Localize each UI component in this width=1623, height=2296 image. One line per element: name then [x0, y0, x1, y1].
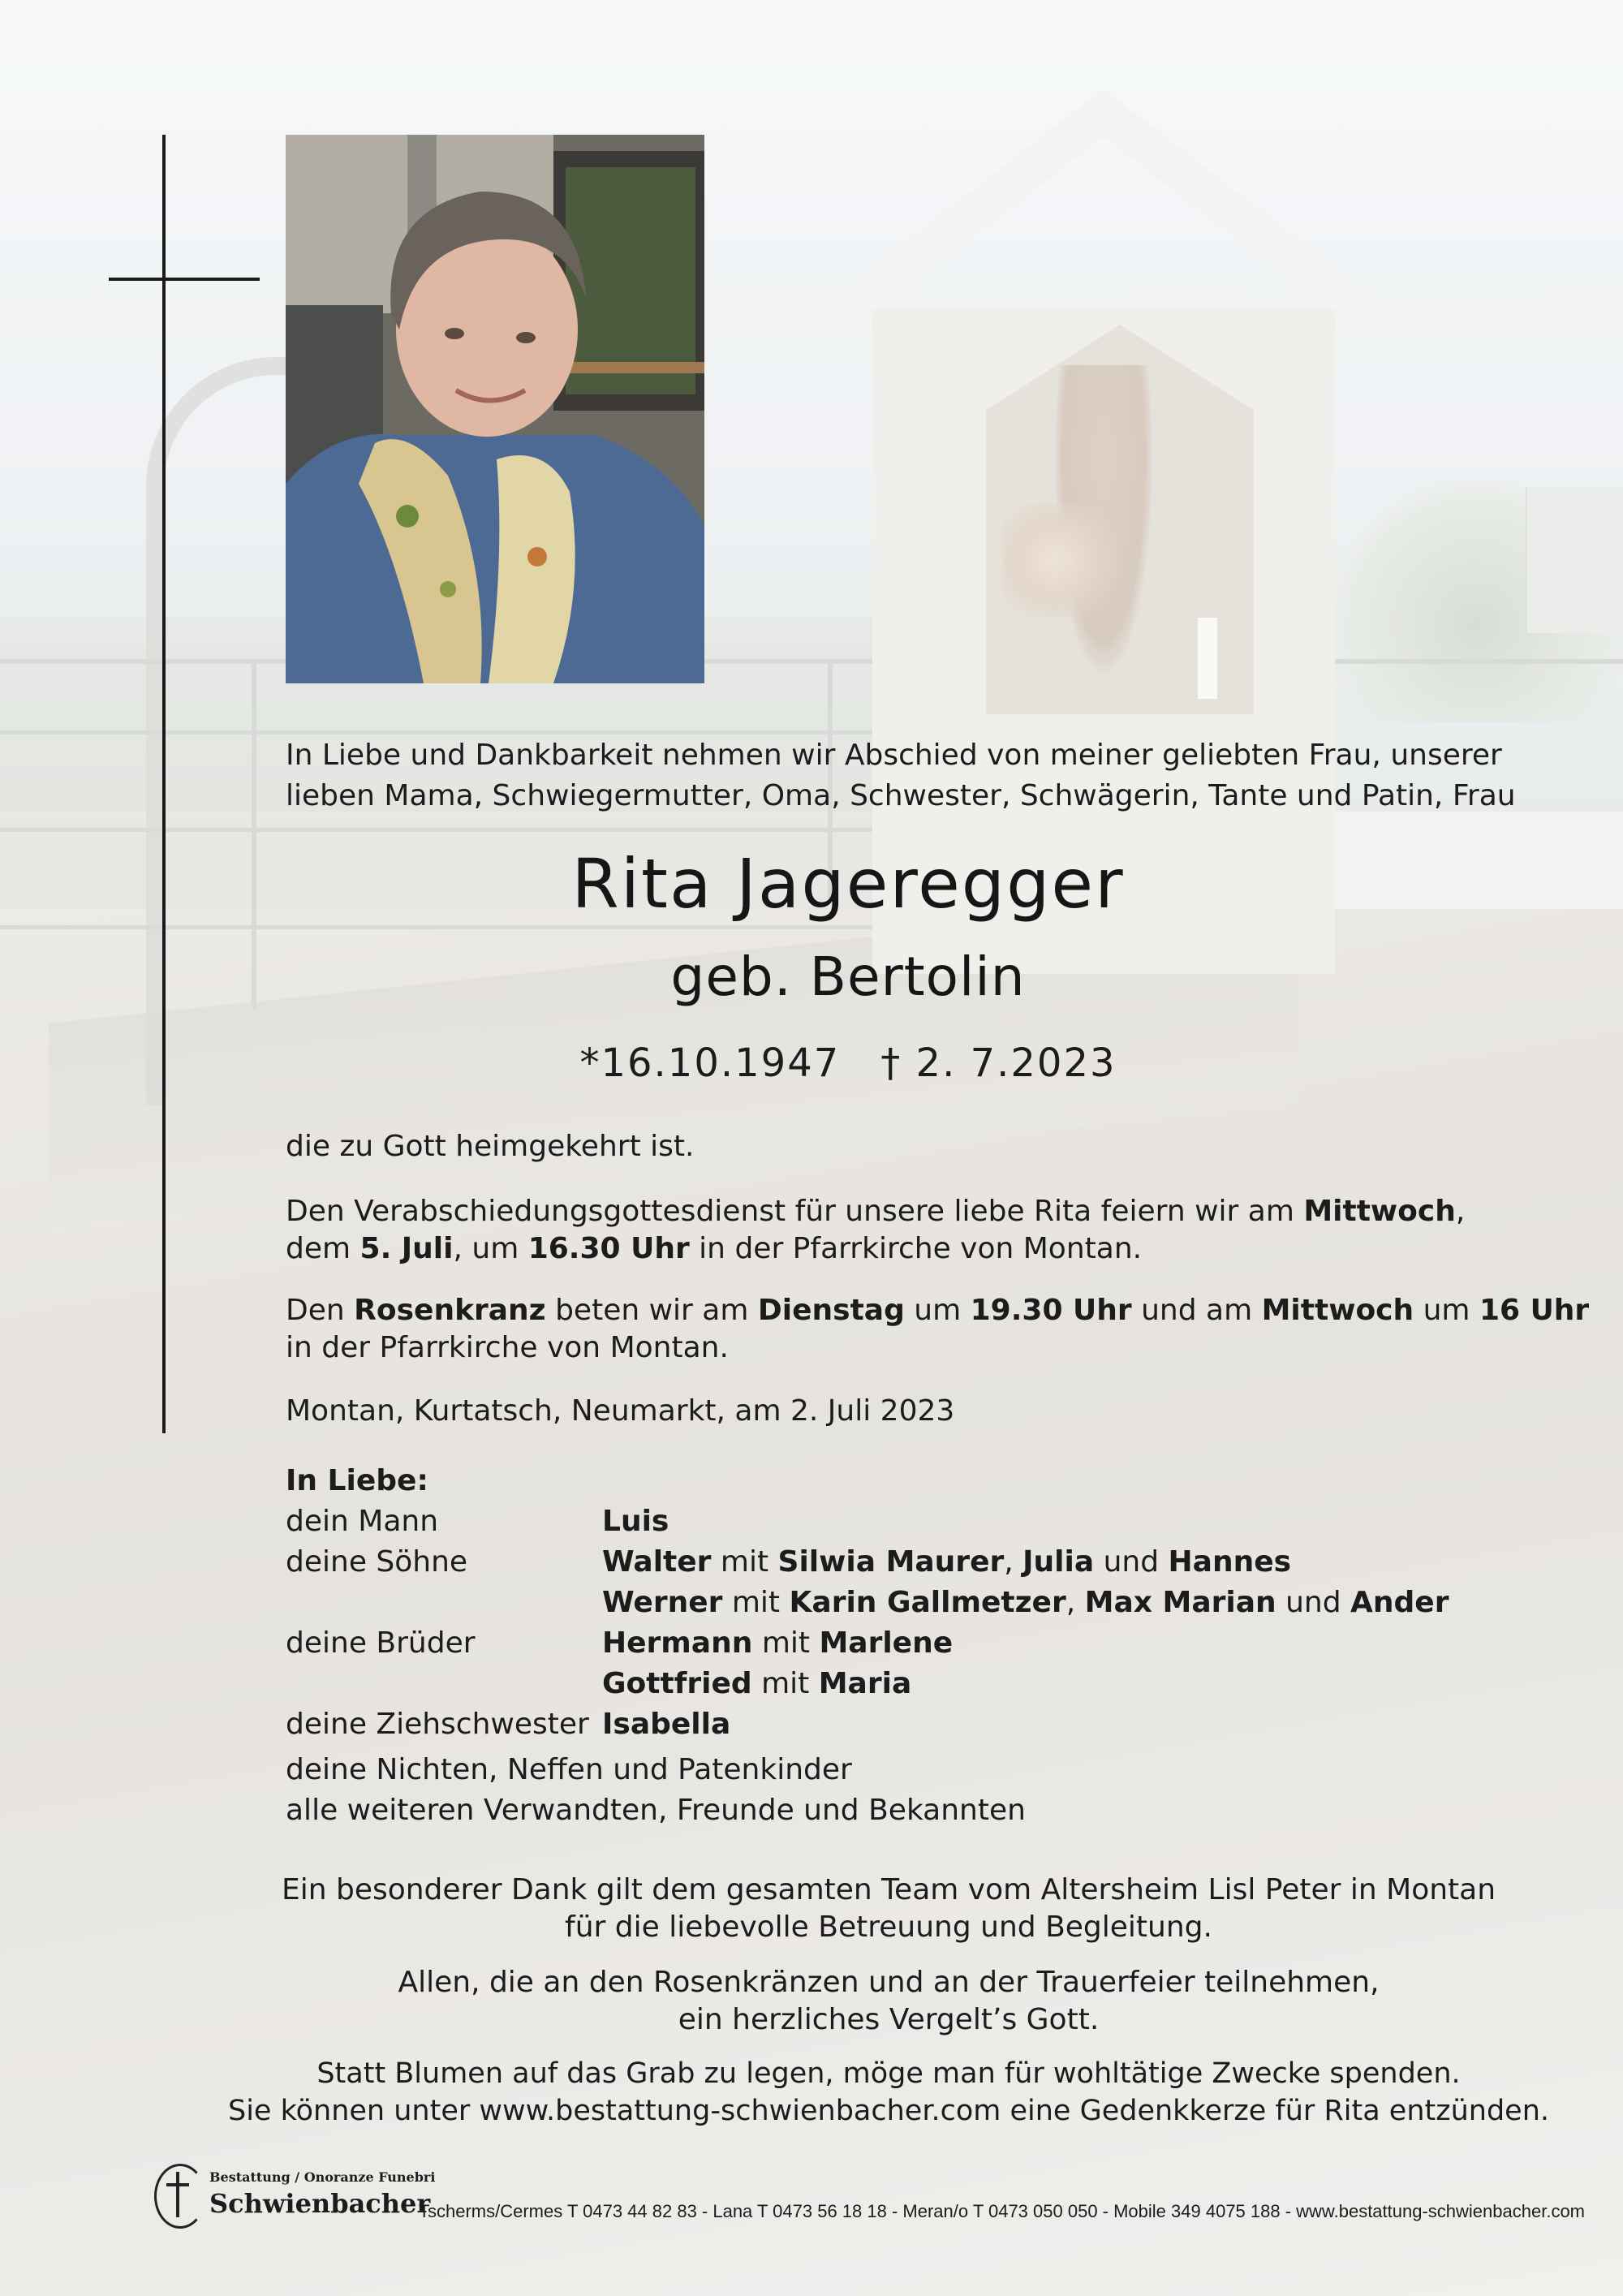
- list-item: dein Mann Luis: [286, 1505, 669, 1538]
- death-date: † 2. 7.2023: [880, 1040, 1117, 1086]
- mourners-heading: In Liebe:: [286, 1464, 428, 1497]
- intro-text: In Liebe und Dankbarkeit nehmen wir Abschied von meiner geliebten Frau, unserer lieben Mama, Schwiegermutter, Oma, Schwester, Schwägerin, Tante und Patin, Frau: [286, 739, 1516, 812]
- mourners-list: [286, 1461, 1449, 1831]
- logo-subtitle: Bestattung / Onoranze Funebri: [209, 2169, 436, 2185]
- logo-name: Schwienbacher: [209, 2187, 431, 2219]
- service-text: Den Verabschiedungsgottesdienst für unsere liebe Rita feiern wir am Mittwoch, dem 5. Juli, um 16.30 Uhr in der Pfarrkirche von Montan.: [286, 1195, 1466, 1265]
- portrait-photo: [286, 135, 704, 683]
- rosary-text: Den Rosenkranz beten wir am Dienstag um 19.30 Uhr und am Mittwoch um 16 Uhr in der Pfarrkirche von Montan.: [286, 1294, 1590, 1364]
- donation-note: Statt Blumen auf das Grab zu legen, möge man für wohltätige Zwecke spenden. Sie können unter www.bestattung-schwienbacher.com eine Gedenkkerze für Rita entzünden.: [227, 2057, 1550, 2127]
- birth-date: *16.10.1947: [579, 1040, 841, 1086]
- life-dates: [0, 1040, 1623, 1086]
- deceased-name: Rita Jageregger: [571, 844, 1125, 924]
- funeral-home-logo: [153, 2160, 435, 2227]
- cross-in-circle-icon: [153, 2160, 204, 2227]
- maiden-name: geb. Bertolin: [670, 946, 1026, 1008]
- list-item: deine Ziehschwester Isabella: [286, 1708, 731, 1741]
- contact-line: Tscherms/Cermes T 0473 44 82 83 - Lana T 0473 56 18 18 - Meran/o T 0473 050 050 - Mobile 349 4075 188 - www.bestattung-schwienbacher.com: [419, 2201, 1586, 2221]
- list-item: deine Söhne Walter mit Silwia Maurer, Julia und Hannes: [286, 1545, 1292, 1579]
- place-date: Montan, Kurtatsch, Neumarkt, am 2. Juli 2023: [286, 1394, 955, 1428]
- list-item: alle weiteren Verwandten, Freunde und Bekannten: [286, 1794, 1026, 1827]
- list-item: Werner mit Karin Gallmetzer, Max Marian und Ander: [602, 1586, 1449, 1619]
- thanks-attendees: Allen, die an den Rosenkränzen und an der Trauerfeier teilnehmen, ein herzliches Vergelt’s Gott.: [398, 1966, 1380, 2036]
- list-item: deine Nichten, Neffen und Patenkinder: [286, 1753, 852, 1786]
- returned-text: die zu Gott heimgekehrt ist.: [286, 1130, 695, 1163]
- thanks-team: Ein besonderer Dank gilt dem gesamten Team vom Altersheim Lisl Peter in Montan für die liebevolle Betreuung und Begleitung.: [281, 1873, 1496, 1944]
- list-item: Gottfried mit Maria: [602, 1667, 912, 1700]
- list-item: deine Brüder Hermann mit Marlene: [286, 1626, 954, 1660]
